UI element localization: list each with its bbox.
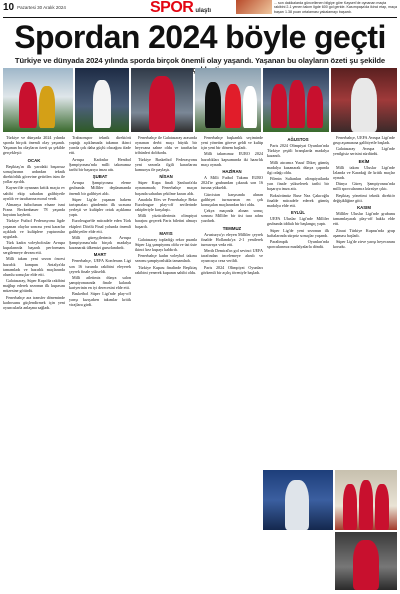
photo-volleyball-team	[335, 470, 397, 530]
article-paragraph: Galatasaray, Süper Kupa'da rakibini mağlup ederek sezonun ilk kupasını müzesine götürdü.	[3, 278, 65, 294]
article-paragraph: Dünya Güreş Şampiyonası'nda milli sporcularımız kürsüye çıktı.	[333, 181, 395, 192]
article-paragraph: Merih Demiral'ın gol sevinci UEFA tarafından incelemeye alındı ve oyuncuya ceza verildi.	[201, 248, 263, 264]
article-paragraph: UEFA Uluslar Ligi'nde Milliler grubunda iddialı bir başlangıç yaptı.	[267, 216, 329, 227]
photo-player-portrait	[131, 68, 193, 132]
month-heading: HAZİRAN	[222, 168, 242, 174]
article-paragraph: Paris 2024 Olimpiyat Oyunları'nda Türkiye çeşitli branşlarda madalya kazandı.	[267, 143, 329, 159]
article-paragraph: Basketbol Süper Ligi'nde play-off yarışı kızışırken takımlar kritik virajlara girdi.	[69, 291, 131, 307]
article-paragraph: A Milli Futbol Takımı EURO 2024'te grubundan çıkarak son 16 turuna yükseldi.	[201, 175, 263, 191]
article-column	[69, 135, 131, 590]
month-heading: EKİM	[358, 158, 370, 164]
month-heading: ŞUBAT	[92, 174, 108, 180]
article-column	[135, 135, 197, 590]
month-heading: AĞUSTOS	[287, 137, 309, 142]
header-rule	[3, 17, 397, 18]
article-paragraph: Galatasaray topladığı rekor puanla Süper Lig şampiyonu oldu ve üst üste ikinci kez kupayı kaldırdı.	[135, 236, 197, 253]
article-paragraph: Almanya futbolunun efsane ismi Franz Beckenbauer 78 yaşında hayatını kaybetti.	[3, 201, 65, 218]
page-headline: Spordan 2024 böyle geçti	[14, 19, 386, 55]
article-paragraph: Fenerbahçe, UEFA Avrupa Ligi'nde grup aşamasına galibiyetle başladı.	[333, 135, 395, 146]
article-paragraph: Türkiye Basketbol Federasyonu yeni sezonla ilgili kararlarını kamuoyu ile paylaştı.	[135, 156, 197, 172]
article-paragraph: Fenerbahçe ara transfer döneminde kadrosunu güçlendirmek için yeni oyuncularla anlaşma sağladı.	[3, 294, 65, 310]
article-paragraph: Kayseri'de oynanan kritik maçta ev sahibi ekip sahadan galibiyetle ayrıldı ve taraftarına moral verdi.	[3, 185, 65, 201]
photo-olympic-shooter	[263, 470, 333, 530]
article-paragraph: Anadolu Efes ve Fenerbahçe Beko Euroleague play-off serilerinde rakipleriyle karşılaştı.	[135, 196, 197, 213]
article-paragraph: Beşiktaş'ın ilk yarıdaki başarısız sonuçlarının ardından teknik direktörlük görevine getirilen isim ile yollar ayrıldı.	[3, 163, 65, 185]
logo-subtext: ulaştı	[195, 8, 212, 14]
article-paragraph: Türkiye Kupası finalinde Beşiktaş rakibini yenerek kupanın sahibi oldu.	[135, 264, 197, 275]
photo-goalkeeper	[75, 68, 129, 132]
photo-wrestler	[335, 532, 397, 590]
month-heading: TEMMUZ	[222, 225, 242, 231]
article-paragraph: Türkiye ve dünyada 2024 yılında sporda birçok önemli olay yaşandı. Yaşanan bu olayların özeti şu şekilde gerçekleşti:	[3, 135, 65, 156]
article-paragraph: Paris 2024 Olimpiyat Oyunları görkemli bir açılış töreniyle başladı.	[201, 264, 263, 275]
photo-football-celebration	[3, 68, 73, 132]
article-paragraph: Filenin Sultanları olimpiyatlarda yarı finale yükselerek tarihi bir başarıya imza attı.	[267, 176, 329, 192]
article-column	[3, 135, 65, 590]
photo-player-closeup	[331, 68, 397, 132]
logo-text: SPOR	[150, 0, 194, 16]
article-paragraph: Gürcistan karşısında alınan galibiyet turnuvanın en çok konuşulan maçlarından biri oldu.	[201, 191, 263, 207]
article-column	[267, 135, 329, 468]
article-paragraph: Milli yüzücülerimiz olimpiyat barajını geçerek Paris biletini almayı başardı.	[135, 213, 197, 229]
article-column	[333, 135, 395, 468]
issue-date: Pazartesi 30 Aralık 2024	[17, 4, 66, 10]
article-paragraph: Avrupa Şampiyonası eleme grubunda Milliler deplasmanda önemli bir galibiyet aldı.	[69, 180, 131, 196]
article-paragraph: Fenerbahçe başkanlık seçiminde yeni yönetim göreve geldi ve kulüp için yeni bir dönem başladı.	[201, 135, 263, 151]
month-heading: NİSAN	[159, 174, 173, 180]
photo-team-celebration	[263, 68, 329, 132]
article-paragraph: Milli takım Uluslar Ligi'nde İzlanda ve Karadağ ile kritik maçlar oynadı.	[333, 164, 395, 181]
article-column	[201, 135, 263, 590]
article-paragraph: Süper Kupa finali Şanlıurfa'da oynanamadı; Fenerbahçe maçın başında sahadan çekilme kararı aldı.	[135, 180, 197, 196]
article-paragraph: Süper Lig'de zirve yarışı heyecanını korudu.	[333, 238, 395, 249]
month-heading: MART	[93, 252, 107, 258]
article-paragraph: Galatasaray Avrupa Ligi'nde yenilgisiz serisini sürdürdü.	[333, 146, 395, 157]
section-logo	[150, 0, 240, 16]
article-paragraph: Beşiktaş yönetimi teknik direktör değişikliğine gitti.	[333, 192, 395, 203]
article-paragraph: Süper Lig'de yeni sezonun ilk haftalarında sürpriz sonuçlar yaşandı.	[267, 227, 329, 238]
teaser-text: ... son dakikalarda güncellenen bilgiye göre Kayseri'de oynanan maçta rakibini 2-1 yenen takım ligde 600 gol geride. Kasımpaşa'da ikinci etap, maça başarı 1.38 puan ortalaması yakalamayı başardı.	[274, 1, 397, 14]
article-paragraph: Süper Lig'de yaşanan hakem tartışmaları gündemin ilk sırasına yerleşti ve kulüpler ortak açıklama yaptı.	[69, 196, 131, 218]
article-paragraph: Çekya maçında alınan sonuç sonrası Milliler bir üst tura adını yazdırdı.	[201, 208, 263, 224]
article-paragraph: Milli atletimiz dünya salon şampiyonasında finale kalarak kariyerinin en iyi derecesini elde etti.	[69, 274, 131, 291]
article-paragraph: Euroleague'de mücadele eden Türk ekipleri Dörtlü Final yolunda önemli galibiyetler elde etti.	[69, 218, 131, 234]
article-paragraph: Paralimpik Oyunları'nda sporcularımız madalyalarla döndü.	[267, 238, 329, 249]
article-paragraph: Milli atıcımız Yusuf Dikeç gümüş madalya kazanarak dünya çapında ilgi odağı oldu.	[267, 159, 329, 175]
article-paragraph: Fenerbahçe, UEFA Konferans Ligi son 16 turunda rakibini eleyerek çeyrek finale yükseldi.	[69, 258, 131, 274]
page-number: 10	[3, 1, 15, 13]
article-paragraph: Milli takımımız EURO 2024 hazırlıkları kapsamında iki hazırlık maçı oynadı.	[201, 151, 263, 167]
article-paragraph: Fenerbahçe ile Galatasaray arasında oynanan derbi maçı büyük bir heyecana sahne oldu ve taraftarlar tribünleri doldurdu.	[135, 135, 197, 156]
month-heading: KASIM	[357, 204, 371, 210]
article-paragraph: Avusturya'yı eleyen Milliler çeyrek finalde Hollanda'ya 2-1 yenilerek turnuvaya veda etti.	[201, 231, 263, 247]
article-paragraph: Milliler Uluslar Ligi'nde grubunu tamamlayarak play-off hakkı elde etti.	[333, 211, 395, 227]
article-paragraph: Milli güreşçilerimiz Avrupa Şampiyonası'nda birçok madalya kazanarak ülkemizi gururlandırdı.	[69, 234, 131, 251]
article-paragraph: Ziraat Türkiye Kupası'nda grup aşaması başladı.	[333, 227, 395, 238]
article-paragraph: Milli takım yeni sezon öncesi hazırlık kampını Antalya'da tamamladı ve hazırlık maçlarında olumlu sonuçlar elde etti.	[3, 256, 65, 277]
month-heading: EYLÜL	[290, 210, 306, 216]
month-heading: MAYIS	[159, 230, 173, 236]
article-paragraph: Boksörümüz Buse Naz Çakıroğlu finalde mücadele ederek gümüş madalya elde etti.	[267, 192, 329, 208]
page-subheadline: Türkiye ve dünyada 2024 yılında sporda birçok önemli olay yaşandı. Yaşanan bu olayların özeti şu şekilde	[14, 56, 386, 65]
photo-referee-scene	[195, 68, 261, 132]
article-paragraph: Türk kadın voleybolcular Avrupa kupalarında başarılı performans sergilemeye devam etti.	[3, 239, 65, 256]
article-paragraph: Türkiye Futbol Federasyonu ligde yaşanan olaylar sonrası yeni kararlar açıkladı ve kulüplere yaptırımlar uyguladı.	[3, 218, 65, 239]
month-heading: OCAK	[27, 157, 41, 163]
article-paragraph: Trabzonspor teknik direktörü yaptığı açıklamada takımın ikinci yarıda çok daha güçlü olacağını ifade etti.	[69, 135, 131, 156]
article-paragraph: Avrupa Kadınlar Hentbol Şampiyonası'nda milli takımımız tarihi bir başarıya imza attı.	[69, 156, 131, 172]
teaser-photo	[236, 0, 272, 14]
article-paragraph: Fenerbahçe kadın voleybol takımı sezonu şampiyonlukla tamamladı.	[135, 253, 197, 264]
